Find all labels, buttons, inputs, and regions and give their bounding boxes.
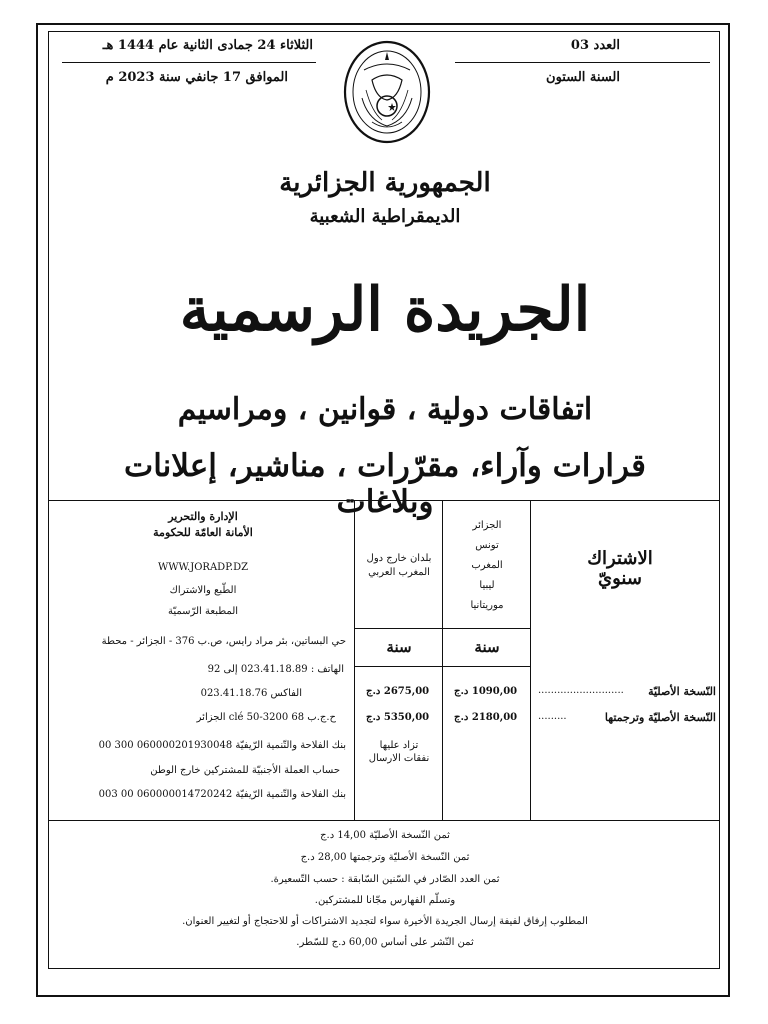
footer-line-6: ثمن النّشر على أساس 60,00 د.ج للسّطر.: [296, 937, 474, 948]
address: حي البساتين، بئر مراد رايس، ص.ب 376 - الجزائر - محطة: [101, 636, 346, 647]
row-original-outside-price: 2675,00 د.ج: [366, 686, 430, 697]
outside-label-1: بلدان خارج دول: [366, 553, 432, 564]
year-label-maghreb: سنة: [474, 638, 500, 656]
footer-line-3: ثمن العدد الصّادر في السّنين السّابقة : حسب التّسعيرة.: [270, 874, 500, 885]
subtitle-laws: اتفاقات دولية ، قوانين ، ومراسيم: [177, 392, 593, 427]
row-original-dots: ...........................: [538, 685, 624, 696]
bank-account-1: بنك الفلاحة والتّنمية الرّيفيّة 060000201930048 300 00: [98, 740, 346, 751]
shipping-note-1: تزاد عليها: [379, 740, 419, 751]
printing-office: المطبعة الرّسميّة: [167, 606, 239, 617]
subtitle-decisions: قرارات وآراء، مقرّرات ، مناشير، إعلانات وبلاغات: [124, 448, 646, 520]
year-label-outside: سنة: [386, 638, 412, 656]
shipping-note-2: نفقات الارسال: [368, 753, 430, 764]
republic-title: الجمهورية الجزائرية: [279, 168, 491, 198]
phone: الهاتف : 023.41.18.89 إلى 92: [207, 664, 344, 675]
bank-account-3: بنك الفلاحة والتّنمية الرّيفيّة 060000014720242 00 003: [98, 789, 346, 800]
outside-label-2: المغرب العربي: [368, 567, 430, 578]
footer-line-2: ثمن النّسخة الأصليّة وترجمتها 28,00 د.ج: [300, 852, 470, 863]
row-translation-outside-price: 5350,00 د.ج: [366, 712, 430, 723]
date-gregorian: الموافق 17 جانفي سنة 2023 م: [105, 70, 288, 85]
postal-account: ح.ج.ب 68 3200-50 clé الجزائر: [196, 712, 336, 723]
maghreb-countries: [444, 516, 530, 616]
issue-number: العدد 03: [570, 38, 620, 53]
country-libya: ليبيا: [479, 580, 495, 591]
row-translation-label: النّسخة الأصليّة وترجمتها: [604, 711, 716, 724]
footer-line-4: وتسلّم الفهارس مجّانا للمشتركين.: [314, 895, 456, 906]
state-seal-emblem: [342, 40, 432, 144]
row-original-label: النّسخة الأصليّة: [648, 685, 716, 698]
website-link[interactable]: WWW.JORADP.DZ: [157, 562, 249, 573]
country-algeria: الجزائر: [472, 520, 502, 531]
country-tunisia: تونس: [475, 540, 499, 551]
journal-title: الجريدة الرسمية: [179, 275, 591, 345]
printing-label: الطّبع والاشتراك: [169, 585, 237, 596]
subscription-title: الاشتراك: [587, 548, 653, 569]
admin-line1: الإدارة والتحرير: [168, 510, 238, 523]
row-translation-dots: .........: [538, 711, 567, 722]
date-hijri: الثلاثاء 24 جمادى الثانية عام 1444 هـ: [102, 38, 313, 53]
footer-line-1: ثمن النّسخة الأصليّة 14,00 د.ج: [320, 830, 450, 841]
row-translation-maghreb-price: 2180,00 د.ج: [454, 712, 518, 723]
year-label: السنة الستون: [546, 70, 620, 85]
country-mauritania: موريتانيا: [470, 600, 504, 611]
democratic-title: الديمقراطية الشعبية: [309, 206, 461, 227]
subscription-annual: سنويّ: [598, 568, 642, 589]
footer-line-5: المطلوب إرفاق لفيفة إرسال الجريدة الأخيرة سواء لتجديد الاشتراكات أو للاحتجاج أو لتغيير العنوان.: [182, 916, 588, 927]
country-morocco: المغرب: [471, 560, 503, 571]
fax: الفاكس 023.41.18.76: [200, 688, 302, 699]
admin-line2: الأمانة العامّة للحكومة: [153, 526, 253, 539]
bank-account-2: حساب العملة الأجنبيّة للمشتركين خارج الوطن: [150, 765, 340, 776]
row-original-maghreb-price: 1090,00 د.ج: [454, 686, 518, 697]
